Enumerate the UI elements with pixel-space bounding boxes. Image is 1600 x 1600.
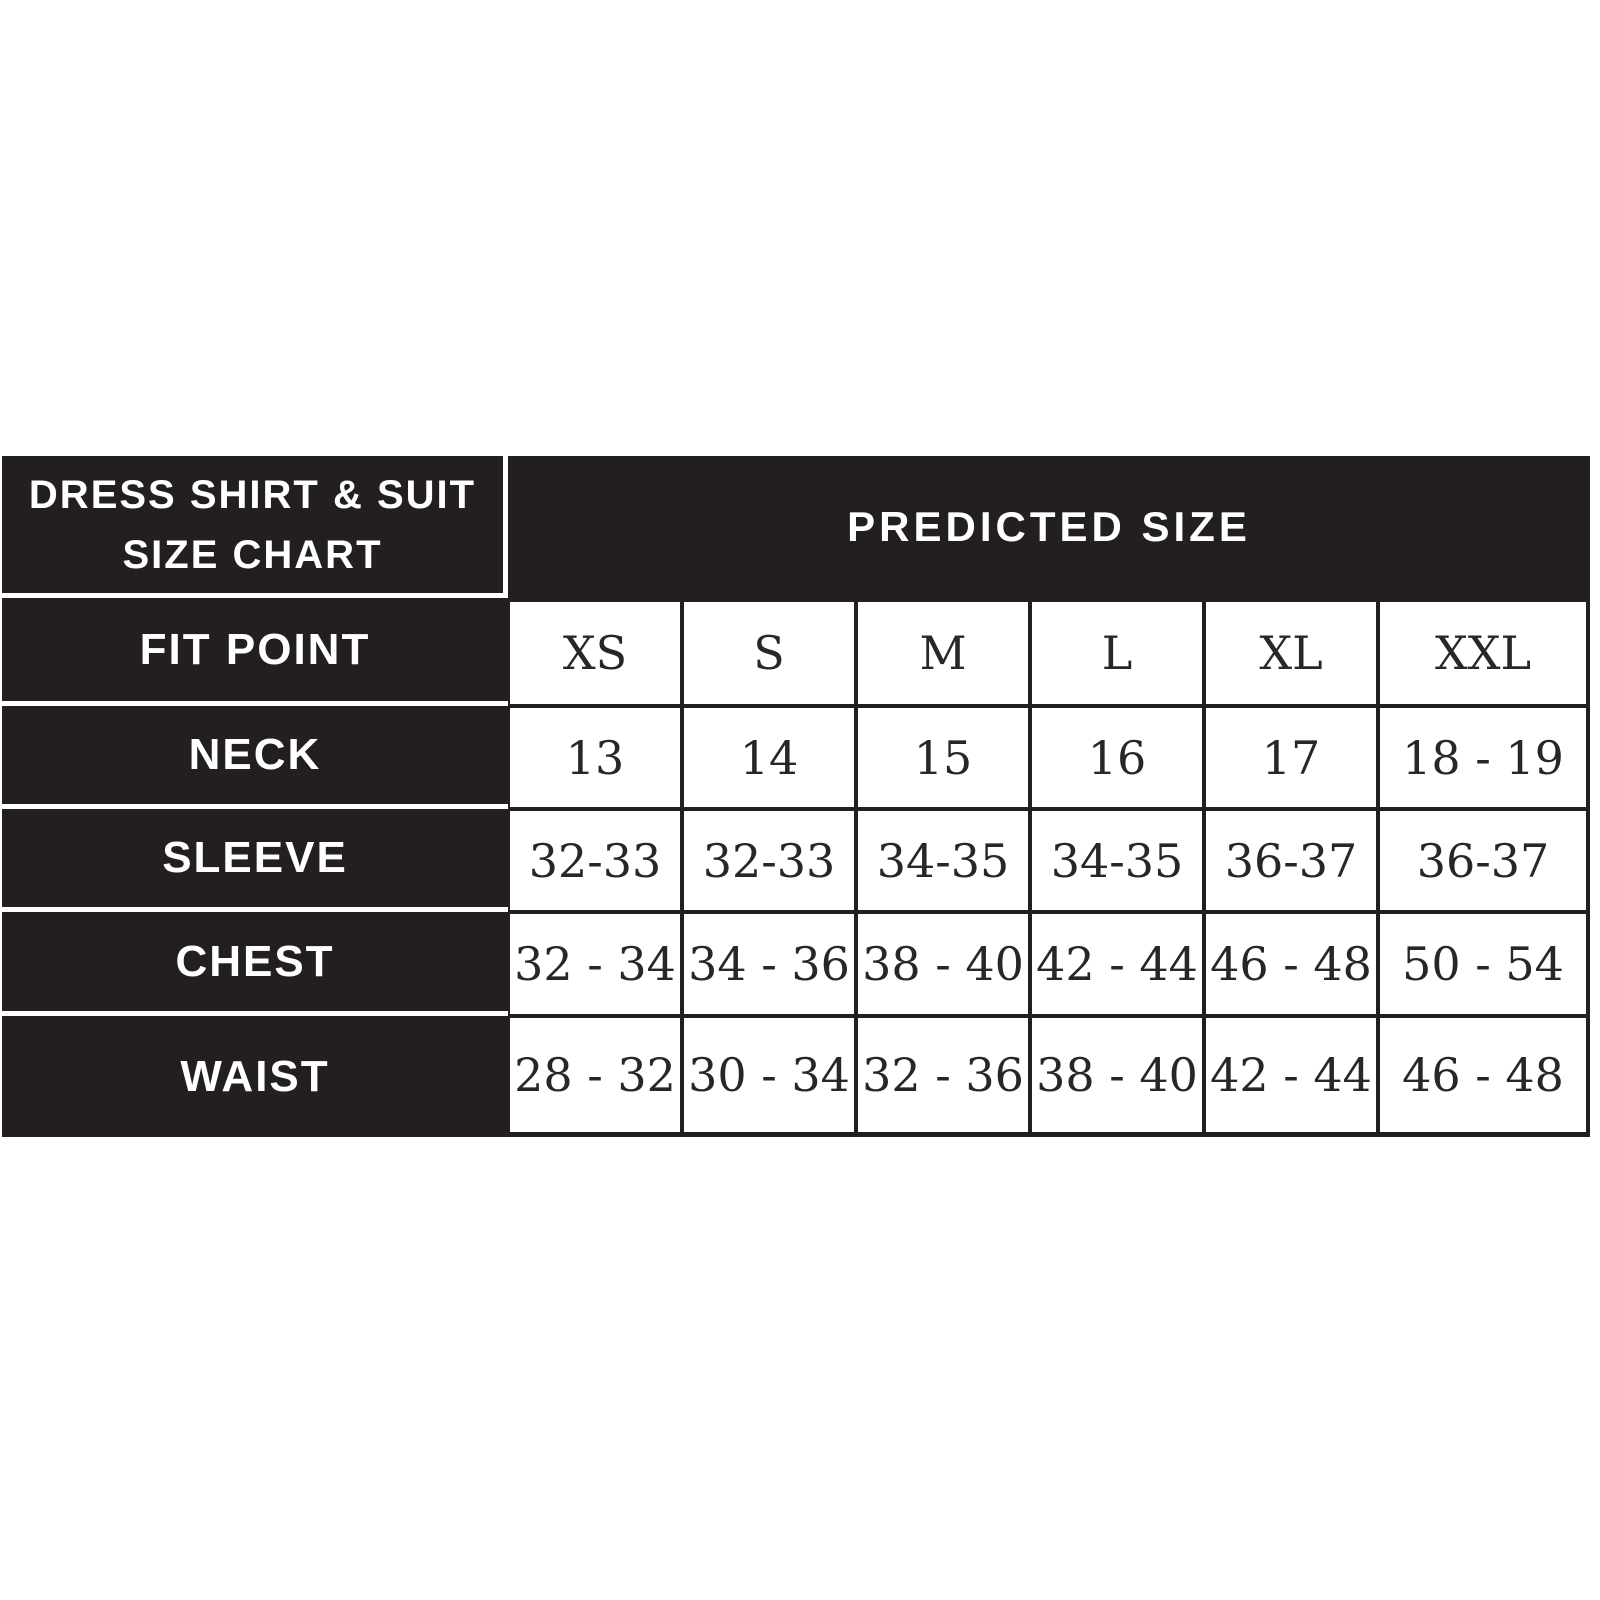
cell-sleeve-xl: 36-37 — [1204, 809, 1378, 912]
fit-point-label: FIT POINT — [2, 598, 508, 706]
cell-sleeve-xs: 32-33 — [508, 809, 682, 912]
cell-chest-xl: 46 - 48 — [1204, 912, 1378, 1016]
cell-neck-xs: 13 — [508, 706, 682, 809]
size-header-m: M — [856, 598, 1030, 706]
size-header-s: S — [682, 598, 856, 706]
cell-chest-s: 34 - 36 — [682, 912, 856, 1016]
cell-neck-s: 14 — [682, 706, 856, 809]
row-label-neck: NECK — [2, 706, 508, 809]
chart-title-line1: DRESS SHIRT & SUIT — [28, 472, 477, 517]
cell-neck-xxl: 18 - 19 — [1378, 706, 1590, 809]
cell-neck-l: 16 — [1030, 706, 1204, 809]
size-chart-table — [2, 456, 1590, 1137]
cell-waist-m: 32 - 36 — [856, 1016, 1030, 1137]
cell-neck-xl: 17 — [1204, 706, 1378, 809]
size-header-xs: XS — [508, 598, 682, 706]
cell-chest-m: 38 - 40 — [856, 912, 1030, 1016]
cell-waist-s: 30 - 34 — [682, 1016, 856, 1137]
cell-sleeve-l: 34-35 — [1030, 809, 1204, 912]
cell-sleeve-s: 32-33 — [682, 809, 856, 912]
chart-title-cell — [2, 456, 508, 598]
cell-sleeve-m: 34-35 — [856, 809, 1030, 912]
size-header-xxl: XXL — [1378, 598, 1590, 706]
cell-waist-l: 38 - 40 — [1030, 1016, 1204, 1137]
size-header-l: L — [1030, 598, 1204, 706]
cell-waist-xxl: 46 - 48 — [1378, 1016, 1590, 1137]
cell-chest-xxl: 50 - 54 — [1378, 912, 1590, 1016]
cell-neck-m: 15 — [856, 706, 1030, 809]
row-label-sleeve: SLEEVE — [2, 809, 508, 912]
cell-chest-xs: 32 - 34 — [508, 912, 682, 1016]
chart-title-line2: SIZE CHART — [122, 532, 383, 577]
cell-waist-xl: 42 - 44 — [1204, 1016, 1378, 1137]
size-header-xl: XL — [1204, 598, 1378, 706]
cell-sleeve-xxl: 36-37 — [1378, 809, 1590, 912]
cell-chest-l: 42 - 44 — [1030, 912, 1204, 1016]
row-label-chest: CHEST — [2, 912, 508, 1016]
cell-waist-xs: 28 - 32 — [508, 1016, 682, 1137]
row-label-waist: WAIST — [2, 1016, 508, 1137]
predicted-size-header: PREDICTED SIZE — [508, 456, 1590, 598]
